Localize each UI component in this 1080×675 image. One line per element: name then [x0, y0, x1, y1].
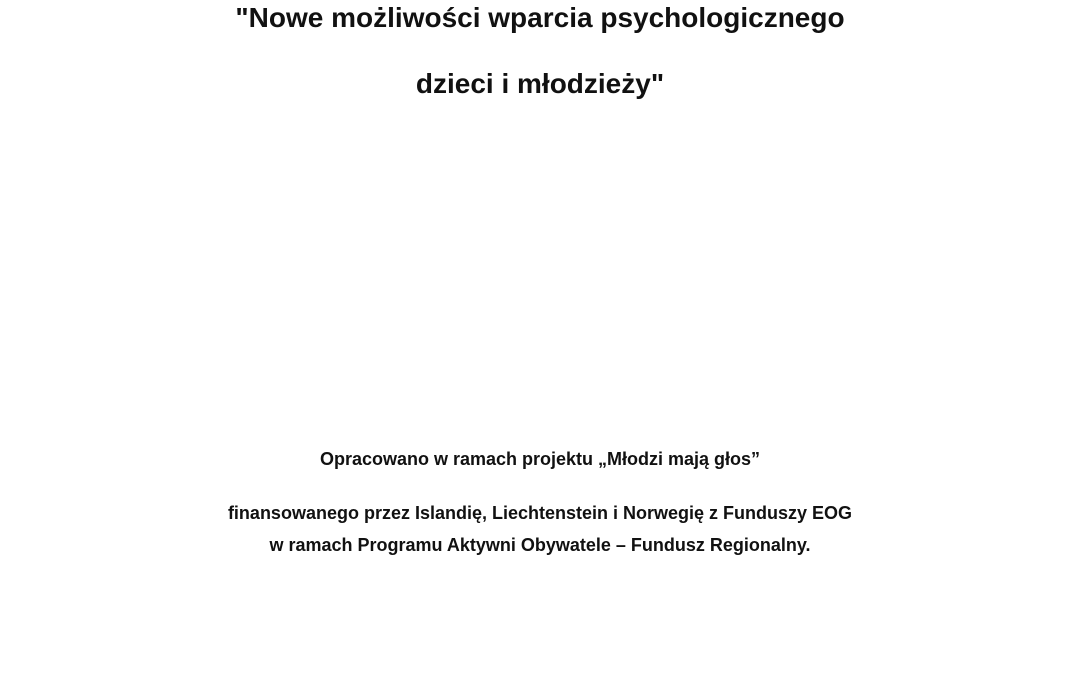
title-line-2: dzieci i młodzieży" [415, 68, 665, 99]
title-line-1: "Nowe możliwości wparcia psychologicznego [235, 2, 845, 33]
footer-line-3: w ramach Programu Aktywni Obywatele – Fundusz Regionalny. [269, 535, 811, 555]
footer-line-2: finansowanego przez Islandię, Liechtenstein i Norwegię z Funduszy EOG [227, 503, 853, 523]
footer-line-1: Opracowano w ramach projektu „Młodzi mają głos” [319, 449, 761, 469]
